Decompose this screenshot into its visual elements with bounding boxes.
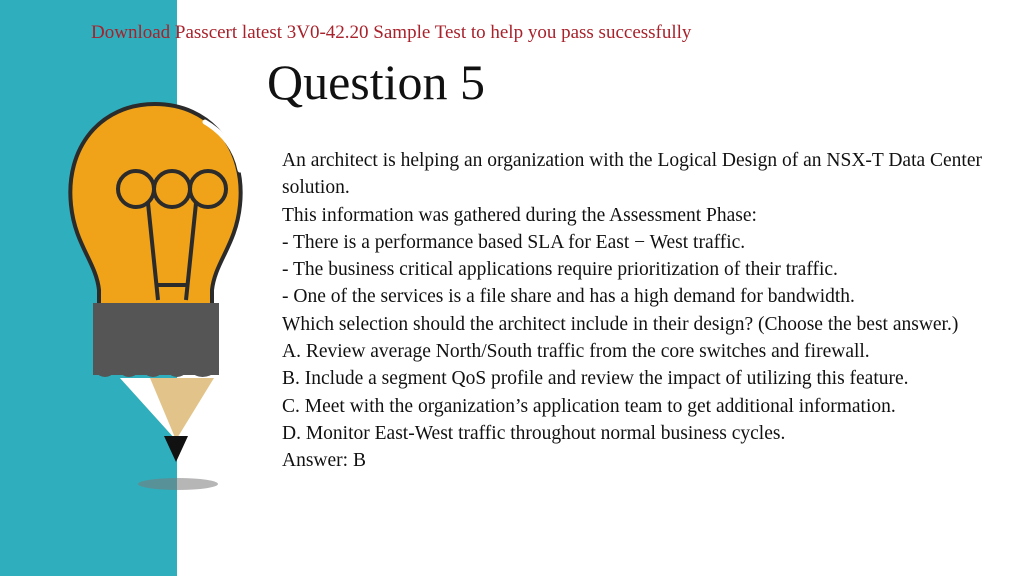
fact-item: - One of the services is a file share and has a high demand for bandwidth.	[282, 286, 855, 308]
answer-option-c: C. Meet with the organization’s application team to get additional information.	[282, 395, 896, 417]
answer-option-b: B. Include a segment QoS profile and review the impact of utilizing this feature.	[282, 368, 909, 390]
fact-item: - There is a performance based SLA for East − West traffic.	[282, 231, 746, 253]
context-lead: This information was gathered during the Assessment Phase:	[282, 204, 757, 226]
fact-item: - The business critical applications require prioritization of their traffic.	[282, 259, 838, 281]
answer-option-d: D. Monitor East-West traffic throughout normal business cycles.	[282, 422, 786, 444]
question-prompt: Which selection should the architect include in their design? (Choose the best answer.)	[282, 313, 959, 335]
correct-answer: Answer: B	[282, 450, 366, 472]
question-intro: An architect is helping an organization with the Logical Design of an NSX-T Data Center solution.	[282, 150, 983, 199]
answer-option-a: A. Review average North/South traffic from the core switches and firewall.	[282, 341, 870, 363]
lightbulb-pencil-icon	[0, 0, 300, 576]
promo-banner: Download Passcert latest 3V0-42.20 Sample Test to help you pass successfully	[91, 22, 692, 43]
question-title: Question 5	[267, 54, 486, 110]
question-body	[282, 147, 1017, 475]
